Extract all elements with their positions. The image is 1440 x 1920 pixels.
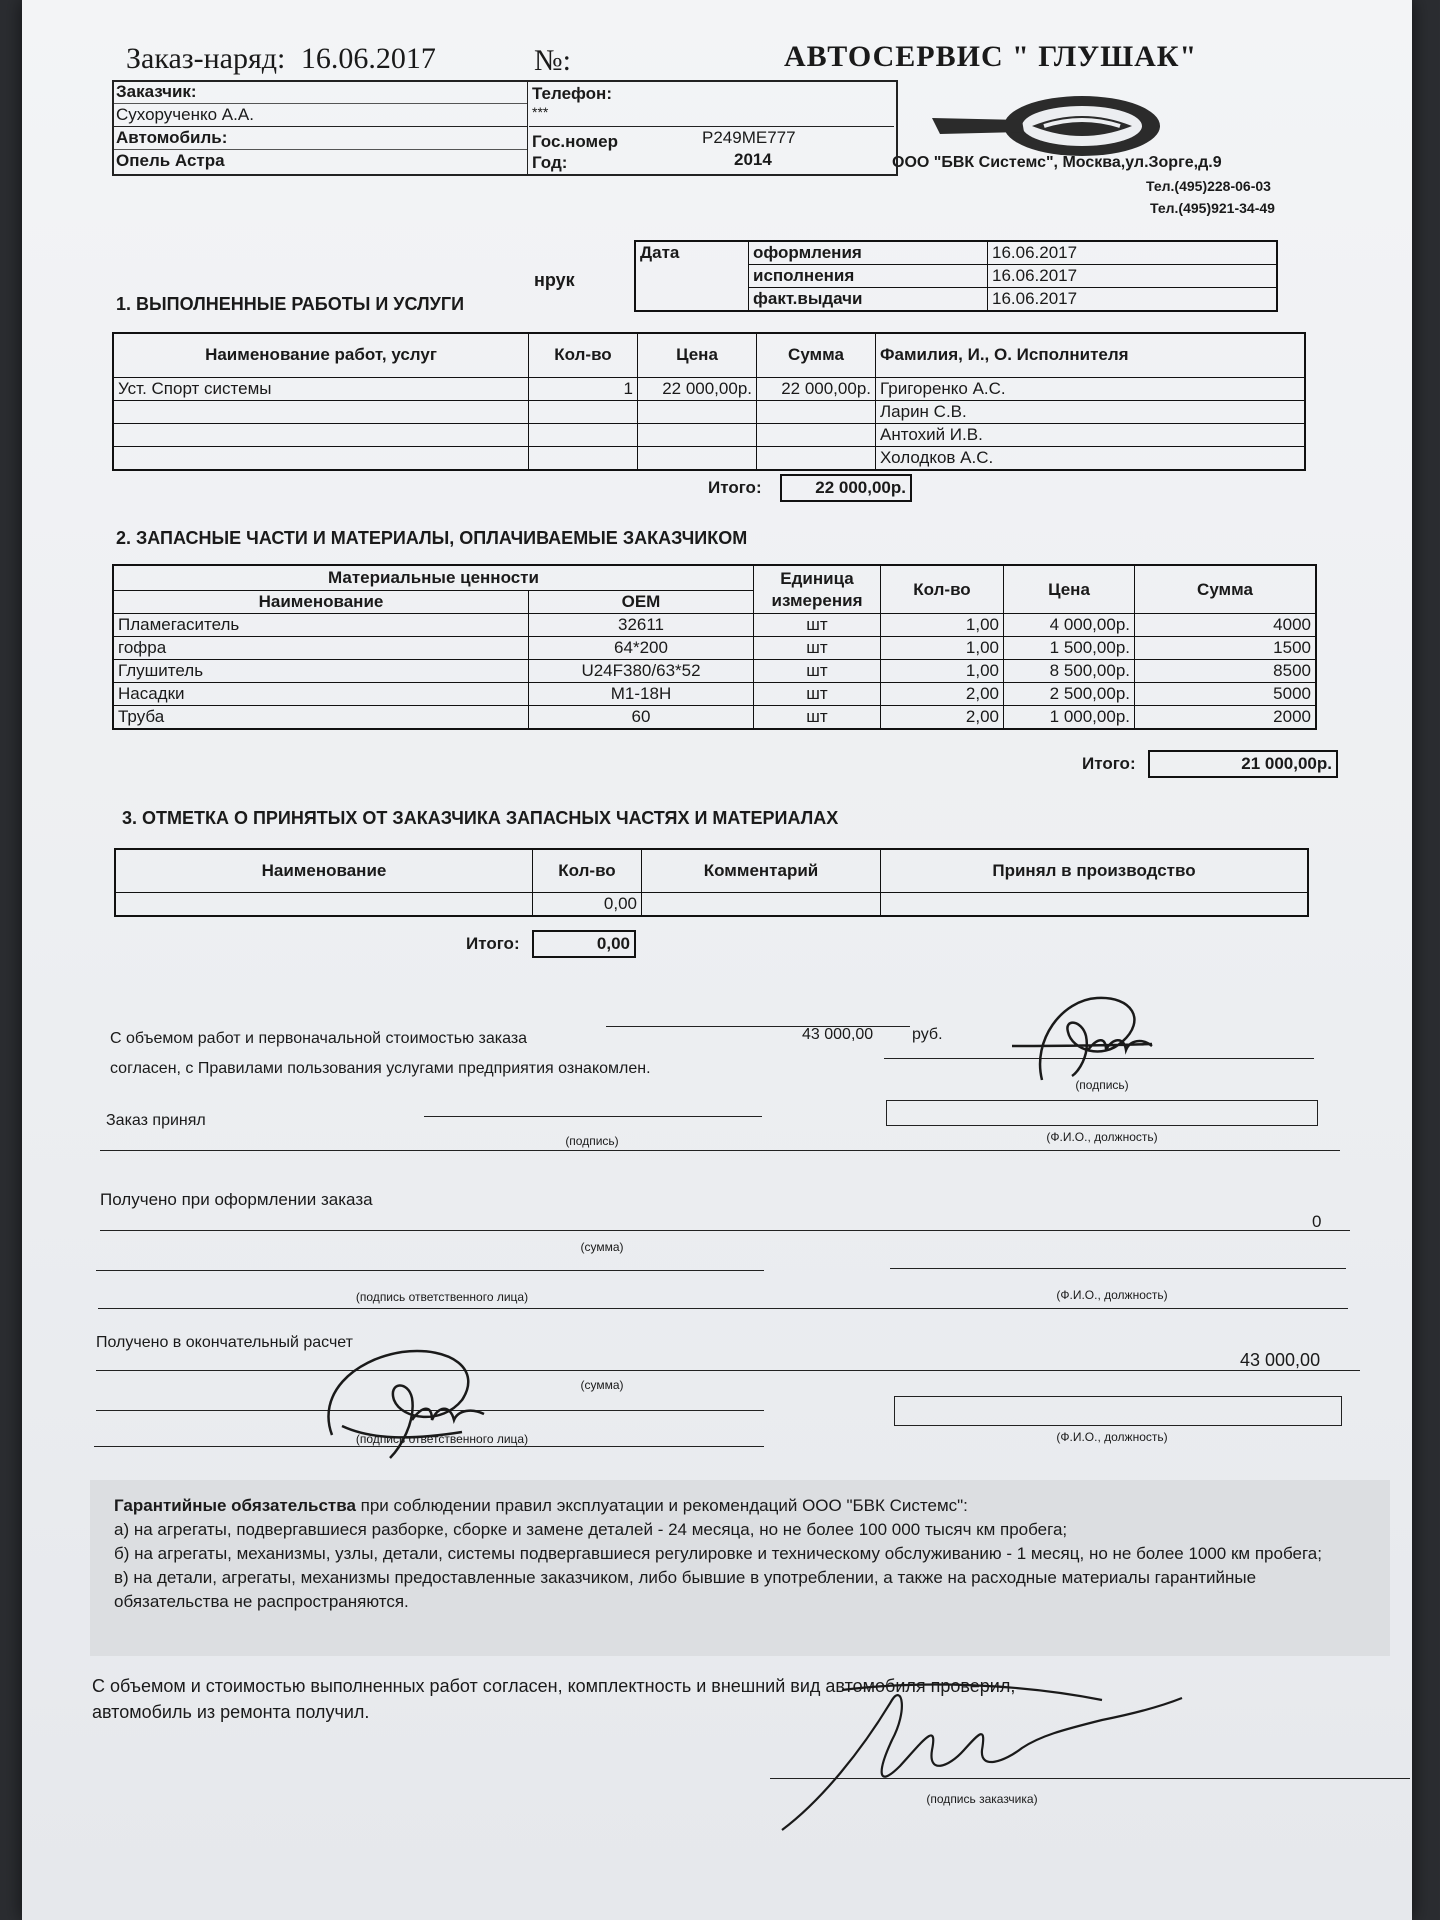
company-address: ООО "БВК Системс", Москва,ул.Зорге,д.9 [892,154,1222,171]
received-table [114,848,1309,917]
date-row-label: оформления [749,241,988,265]
work-price [638,446,757,470]
customer-hline [114,149,527,150]
table-row [113,377,1305,400]
final-payment-label: Получено в окончательный расчет [96,1334,353,1351]
part-sum: 4000 [1135,614,1317,637]
received-header: Комментарий [642,849,881,893]
work-qty [529,446,638,470]
part-oem: 60 [529,706,754,730]
car-label: Автомобиль: [116,128,228,147]
resp-sign-caption: (подпись ответственного лица) [355,1290,529,1304]
work-qty [529,423,638,446]
table-row [113,423,1305,446]
agreement-text-1: С объемом работ и первоначальной стоимостью заказа [110,1030,528,1047]
final-payment-value: 43 000,00 [1240,1350,1321,1370]
works-header: Наименование работ, услуг [113,333,529,377]
date-row-value: 16.06.2017 [988,241,1278,265]
warranty-intro-rest: при соблюдении правил эксплуатации и рекомендаций ООО "БВК Системс": [355,1496,968,1515]
warranty-intro [114,1494,1364,1518]
works-header: Кол-во [529,333,638,377]
parts-header: Сумма [1135,565,1317,614]
date-row-label: факт.выдачи [749,288,988,312]
company-logo [932,92,1192,160]
company-name: АВТОСЕРВИС " ГЛУШАК" [784,40,1198,73]
part-sum: 2000 [1135,706,1317,730]
order-title [126,42,436,76]
received-at-order-line [100,1230,1350,1231]
received-header: Наименование [115,849,533,893]
warranty-item-a: а) на агрегаты, подвергавшиеся разборке, сборке и замене деталей - 24 месяца, но не более 100 000 тысяч км пробега; [114,1520,1068,1539]
works-total-value: 22 000,00р. [780,474,912,502]
agreement-amount: 43 000,00 [802,1026,874,1043]
work-worker: Холодков А.С. [876,446,1306,470]
work-qty [529,400,638,423]
table-row [113,400,1305,423]
warranty-block [90,1480,1390,1656]
final-resp-caption: (подпись ответственного лица) [355,1432,529,1446]
order-accepted-label: Заказ принял [106,1112,206,1129]
date-row-label: исполнения [749,265,988,288]
work-worker: Ларин С.В. [876,400,1306,423]
dates-table [634,240,1278,312]
work-price [638,423,757,446]
works-table [112,332,1306,471]
company-phone-2: Тел.(495)921-34-49 [1150,200,1275,216]
work-qty: 1 [529,377,638,400]
customer-hline [529,126,894,127]
accepted-fio-caption: (Ф.И.О., должность) [1046,1130,1158,1144]
part-qty: 2,00 [881,706,1004,730]
part-sum: 1500 [1135,637,1317,660]
divider-line [100,1150,1340,1151]
year-label: Год: [532,153,568,172]
table-row [113,683,1316,706]
agreement-text-2: согласен, с Правилами пользования услугами предприятия ознакомлен. [110,1060,651,1077]
work-sum [757,423,876,446]
plate-label: Гос.номер [532,132,618,151]
customer-sign-caption: (подпись заказчика) [926,1792,1038,1806]
part-oem: 32611 [529,614,754,637]
work-name [113,423,529,446]
warranty-item-c: в) на детали, агрегаты, механизмы предоставленные заказчиком, либо бывшие в употреблении, а также на расходные материалы гарантийные обязательства не распространяются. [114,1568,1257,1611]
work-name [113,446,529,470]
part-price: 1 500,00р. [1004,637,1135,660]
date-row-value: 16.06.2017 [988,288,1278,312]
received-name [115,893,533,917]
part-qty: 1,00 [881,637,1004,660]
order-title-label: Заказ-наряд: [126,42,286,75]
part-price: 2 500,00р. [1004,683,1135,706]
accepted-fio-box [886,1100,1318,1126]
part-qty: 1,00 [881,614,1004,637]
received-accepted [881,893,1309,917]
part-price: 1 000,00р. [1004,706,1135,730]
received-sum-caption: (сумма) [580,1240,624,1254]
part-unit: шт [754,637,881,660]
part-qty: 2,00 [881,683,1004,706]
part-qty: 1,00 [881,660,1004,683]
resp-sign-line [96,1270,764,1271]
works-header: Фамилия, И., О. Исполнителя [876,333,1306,377]
accepted-sign-caption: (подпись) [565,1134,619,1148]
works-header: Цена [638,333,757,377]
received-at-order-label: Получено при оформлении заказа [100,1190,373,1209]
work-worker: Григоренко А.С. [876,377,1306,400]
final-fio-box [894,1396,1342,1426]
final-fio-caption: (Ф.И.О., должность) [1056,1430,1168,1444]
received-header: Кол-во [533,849,642,893]
work-sum [757,446,876,470]
customer-hline [114,103,527,104]
table-row [113,614,1316,637]
handwritten-note: нрук [534,270,575,290]
car-value: Опель Астра [116,151,225,170]
part-oem: U24F380/63*52 [529,660,754,683]
part-name: Труба [113,706,529,730]
table-row [113,446,1305,470]
work-name [113,400,529,423]
received-comment [642,893,881,917]
table-row [115,893,1308,917]
section3-title: 3. ОТМЕТКА О ПРИНЯТЫХ ОТ ЗАКАЗЧИКА ЗАПАСНЫХ ЧАСТЯХ И МАТЕРИАЛАХ [122,808,839,828]
works-total-label: Итого: [708,478,762,497]
work-price: 22 000,00р. [638,377,757,400]
signature-mark [312,1340,502,1470]
customer-value: Сухорученко А.А. [116,105,254,124]
work-name: Уст. Спорт системы [113,377,529,400]
customer-signature-mark [782,1670,1202,1840]
final-statement-line-2: автомобиль из ремонта получил. [92,1702,370,1722]
part-name: Пламегаситель [113,614,529,637]
part-unit: шт [754,683,881,706]
phone-value: *** [532,104,549,120]
resp-fio-caption: (Ф.И.О., должность) [1056,1288,1168,1302]
final-payment-line [96,1370,1360,1371]
part-name: Глушитель [113,660,529,683]
order-date: 16.06.2017 [300,42,436,75]
final-statement-line-1: С объемом и стоимостью выполненных работ согласен, комплектность и внешний вид автомобиля проверил, [92,1676,1016,1696]
year-value: 2014 [734,150,772,169]
order-document [22,0,1412,1920]
warranty-item-b: б) на агрегаты, механизмы, узлы, детали, системы подвергавшиеся регулировке и техническому обслуживанию - 1 месяц, но не более 1000 км пробега; [114,1544,1322,1563]
received-total-value: 0,00 [532,930,636,958]
part-unit: шт [754,706,881,730]
section2-title: 2. ЗАПАСНЫЕ ЧАСТИ И МАТЕРИАЛЫ, ОПЛАЧИВАЕМЫЕ ЗАКАЗЧИКОМ [116,528,748,548]
part-oem: 64*200 [529,637,754,660]
table-row [113,706,1316,730]
part-sum: 5000 [1135,683,1317,706]
received-header: Принял в производство [881,849,1309,893]
signature-caption: (подпись) [1075,1078,1129,1092]
customer-hline [114,126,527,127]
work-worker: Антохий И.В. [876,423,1306,446]
work-price [638,400,757,423]
plate-value: Р249МЕ777 [702,128,796,147]
part-price: 8 500,00р. [1004,660,1135,683]
divider-line [98,1308,1348,1309]
part-oem: M1-18H [529,683,754,706]
parts-header: OEM [529,591,754,614]
parts-total-label: Итого: [1082,754,1136,773]
accepted-sign-line [424,1116,762,1117]
table-row [113,660,1316,683]
resp-fio-line [890,1268,1346,1269]
company-phone-1: Тел.(495)228-06-03 [1146,178,1271,194]
phone-label: Телефон: [532,84,612,103]
parts-table [112,564,1317,730]
customer-divider [527,80,528,174]
part-name: Насадки [113,683,529,706]
parts-header: Наименование [113,591,529,614]
dates-label: Дата [635,241,749,311]
final-sum-caption: (сумма) [580,1378,624,1392]
agreement-currency: руб. [912,1026,943,1043]
section1-title: 1. ВЫПОЛНЕННЫЕ РАБОТЫ И УСЛУГИ [116,294,465,314]
part-unit: шт [754,660,881,683]
table-row [113,637,1316,660]
parts-total-value: 21 000,00р. [1148,750,1338,778]
received-at-order-value: 0 [1312,1212,1322,1231]
parts-header: Цена [1004,565,1135,614]
work-sum [757,400,876,423]
part-unit: шт [754,614,881,637]
warranty-intro-bold: Гарантийные обязательства [114,1496,356,1515]
parts-group-header: Материальные ценности [113,565,754,591]
part-sum: 8500 [1135,660,1317,683]
work-sum: 22 000,00р. [757,377,876,400]
parts-header: Кол-во [881,565,1004,614]
received-qty: 0,00 [533,893,642,917]
received-total-label: Итого: [466,934,520,953]
customer-label: Заказчик: [116,82,197,101]
signature-mark [1002,980,1172,1090]
part-name: гофра [113,637,529,660]
date-row-value: 16.06.2017 [988,265,1278,288]
parts-header: Единица измерения [754,565,881,614]
order-number-label: №: [534,44,571,77]
works-header: Сумма [757,333,876,377]
part-price: 4 000,00р. [1004,614,1135,637]
